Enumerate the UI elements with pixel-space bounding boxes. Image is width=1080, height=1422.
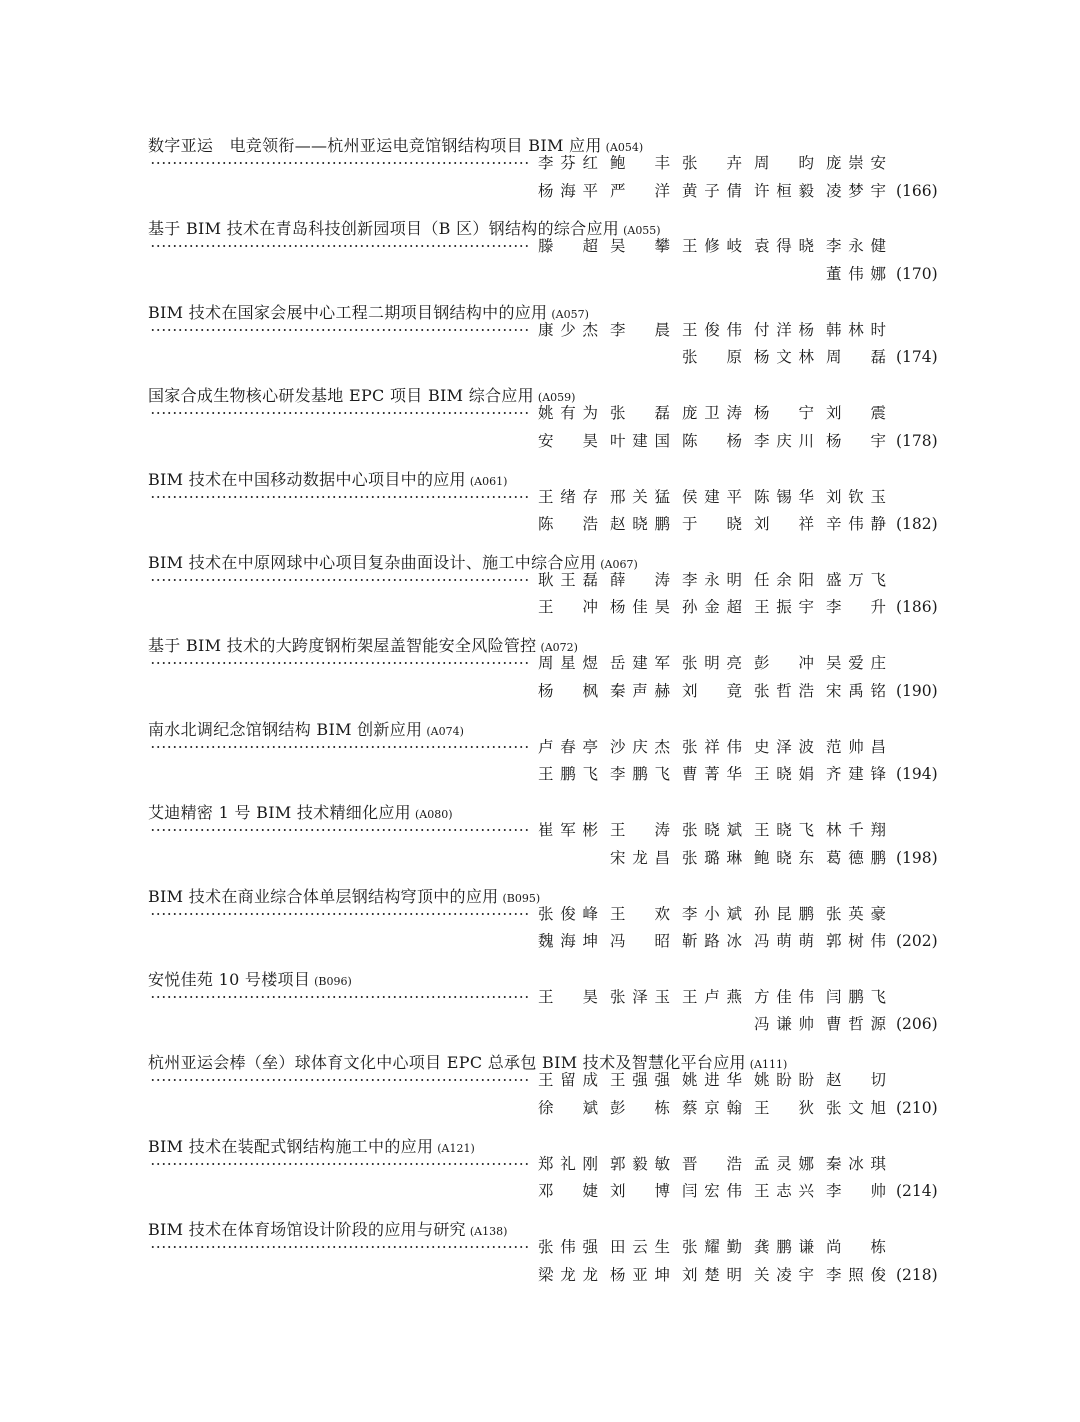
author-name: 刘楚明 [682, 1265, 742, 1284]
author-name: 彭 栋 [610, 1098, 670, 1117]
author-name: 王 狄 [754, 1098, 814, 1117]
entry-code: (A111) [749, 1058, 788, 1072]
author-name: 李芬红 [538, 154, 598, 172]
author-name: 严 洋 [610, 181, 670, 200]
author-name: 陈 浩 [538, 515, 598, 534]
toc-entry [148, 632, 948, 715]
author-name: 张晓斌 [682, 821, 742, 840]
author-name: 陈 杨 [682, 431, 742, 450]
author-name: 邓 婕 [538, 1182, 598, 1201]
author-name: 周星煜 [538, 654, 598, 673]
entry-title-line [148, 382, 575, 410]
author-name: 张 原 [682, 348, 742, 367]
author-name: 张耀勤 [682, 1238, 742, 1257]
author-name: 付洋杨 [754, 320, 814, 339]
dot-leader [150, 913, 528, 915]
author-name: 周 昀 [754, 154, 814, 172]
author-name: 葛德鹏 [826, 848, 886, 867]
entry-title: 数字亚运 电竞领衔——杭州亚运电竞馆钢结构项目 BIM 应用 [148, 136, 602, 155]
dot-leader [150, 829, 528, 831]
author-name: 彭 冲 [754, 654, 814, 673]
author-name: 郭毅敏 [610, 1154, 670, 1173]
entry-title: BIM 技术在装配式钢结构施工中的应用 [148, 1136, 434, 1156]
author-name: 曹哲源 [826, 1015, 886, 1034]
author-name: 冯萌萌 [754, 932, 814, 951]
author-name: 沙庆杰 [610, 737, 670, 756]
author-name: 王 冲 [538, 598, 598, 617]
author-name: 凌梦宇 [826, 181, 886, 200]
entry-title-line [148, 1216, 507, 1244]
toc-entry [148, 382, 948, 465]
toc-entry [148, 799, 948, 882]
author-name: 许桓毅 [754, 181, 814, 200]
toc-entry [148, 966, 948, 1049]
dot-leader [150, 1079, 528, 1081]
author-name: 姚进华 [682, 1071, 742, 1090]
author-name: 鲍晓东 [754, 848, 814, 867]
author-name: 张璐琳 [682, 848, 742, 867]
entry-title: 杭州亚运会棒（垒）球体育文化中心项目 EPC 总承包 BIM 技术及智慧化平台应用 [148, 1053, 746, 1073]
table-of-contents [148, 132, 948, 1299]
author-name: 徐 斌 [538, 1098, 598, 1117]
author-name: 周 磊 [826, 348, 886, 367]
author-name: 宋禹铭 [826, 681, 886, 700]
entry-code: (A057) [551, 307, 589, 321]
author-name: 康少杰 [538, 320, 598, 339]
author-name: 张文旭 [826, 1098, 886, 1117]
entry-title: 安悦佳苑 10 号楼项目 [148, 969, 311, 989]
page-number: (194) [896, 765, 938, 784]
author-name: 杨文林 [754, 348, 814, 367]
author-name: 鲍 丰 [610, 154, 670, 172]
author-name: 姚有为 [538, 404, 598, 423]
author-name: 杨 宇 [826, 431, 886, 450]
author-name: 冯谦帅 [754, 1015, 814, 1034]
toc-entry [148, 466, 948, 549]
entry-title: BIM 技术在商业综合体单层钢结构穹顶中的应用 [148, 886, 499, 906]
entry-code: (A061) [469, 474, 508, 488]
toc-entry [148, 299, 948, 382]
entry-code: (A080) [415, 808, 453, 822]
author-name: 王 欢 [610, 904, 670, 923]
dot-leader [150, 329, 528, 331]
author-name: 杨佳昊 [610, 598, 670, 617]
author-name: 魏海坤 [538, 932, 598, 951]
author-name: 杨 枫 [538, 681, 598, 700]
page-number: (218) [896, 1265, 938, 1284]
author-name: 吴爱庄 [826, 654, 886, 673]
author-name: 冯 昭 [610, 932, 670, 951]
entry-code: (B095) [502, 891, 541, 905]
author-name: 赵晓鹏 [610, 515, 670, 534]
toc-entry [148, 132, 948, 215]
author-name: 郑礼刚 [538, 1154, 598, 1173]
author-name: 秦冰琪 [826, 1154, 886, 1173]
author-name: 张哲浩 [754, 681, 814, 700]
author-name: 王强强 [610, 1071, 670, 1090]
author-name: 靳路冰 [682, 932, 742, 951]
page-number: (198) [896, 848, 938, 867]
author-name: 刘 博 [610, 1182, 670, 1201]
author-name: 李永健 [826, 237, 886, 256]
entry-code: (A067) [600, 557, 638, 571]
entry-code: (A121) [437, 1141, 475, 1155]
toc-entry [148, 1216, 948, 1299]
entry-title-line [148, 466, 507, 494]
dot-leader [150, 1163, 528, 1165]
author-name: 王振宇 [754, 598, 814, 617]
author-name: 张明亮 [682, 654, 742, 673]
author-name: 黄子倩 [682, 181, 742, 200]
author-name: 王留成 [538, 1071, 598, 1090]
author-name: 陈锡华 [754, 487, 814, 506]
entry-code: (B096) [314, 974, 352, 988]
entry-code: (A072) [540, 641, 578, 655]
author-name: 卢春亭 [538, 737, 598, 756]
entry-title: BIM 技术在体育场馆设计阶段的应用与研究 [148, 1220, 466, 1240]
author-name: 李 帅 [826, 1182, 886, 1201]
author-name: 林千翔 [826, 821, 886, 840]
author-name: 田云生 [610, 1238, 670, 1257]
author-name: 杨海平 [538, 181, 598, 200]
author-name: 韩林时 [826, 320, 886, 339]
author-name: 滕 超 [538, 237, 598, 256]
dot-leader [150, 746, 528, 748]
author-name: 李 晨 [610, 320, 670, 339]
page-number: (182) [896, 515, 938, 534]
entry-title: 基于 BIM 技术在青岛科技创新园项目（B 区）钢结构的综合应用 [148, 219, 620, 239]
author-name: 杨 宁 [754, 404, 814, 423]
dot-leader [150, 162, 528, 164]
toc-entry [148, 1133, 948, 1216]
author-name: 杨亚坤 [610, 1265, 670, 1284]
author-name: 王晓娟 [754, 765, 814, 784]
author-name: 刘 祥 [754, 515, 814, 534]
toc-entry [148, 883, 948, 966]
dot-leader [150, 412, 528, 414]
author-name: 范帅昌 [826, 737, 886, 756]
author-name: 赵 切 [826, 1071, 886, 1090]
author-name: 龚鹏谦 [754, 1238, 814, 1257]
author-name: 王鹏飞 [538, 765, 598, 784]
entry-title-line [148, 883, 540, 911]
entry-code: (A055) [623, 224, 661, 238]
author-name: 辛伟静 [826, 515, 886, 534]
author-name: 刘 震 [826, 404, 886, 423]
toc-entry [148, 716, 948, 799]
author-name: 孙金超 [682, 598, 742, 617]
author-name: 张 卉 [682, 154, 742, 172]
author-name: 李永明 [682, 570, 742, 589]
author-name: 王俊伟 [682, 320, 742, 339]
dot-leader [150, 579, 528, 581]
author-name: 王志兴 [754, 1182, 814, 1201]
author-name: 叶建国 [610, 431, 670, 450]
entry-code: (A059) [537, 391, 576, 405]
author-name: 董伟娜 [826, 264, 886, 283]
author-name: 梁龙龙 [538, 1265, 598, 1284]
entry-title: 南水北调纪念馆钢结构 BIM 创新应用 [148, 719, 423, 739]
author-name: 李庆川 [754, 431, 814, 450]
author-name: 庞崇安 [826, 154, 886, 172]
author-name: 闫鹏飞 [826, 987, 886, 1006]
author-name: 庞卫涛 [682, 404, 742, 423]
author-name: 刘 竟 [682, 681, 742, 700]
author-name: 盛万飞 [826, 570, 886, 589]
entry-code: (A054) [605, 141, 644, 154]
entry-title: BIM 技术在国家会展中心工程二期项目钢结构中的应用 [148, 302, 548, 322]
author-name: 袁得晓 [754, 237, 814, 256]
author-name: 孙昆鹏 [754, 904, 814, 923]
entry-title: 艾迪精密 1 号 BIM 技术精细化应用 [148, 803, 411, 823]
author-name: 张英豪 [826, 904, 886, 923]
toc-entry [148, 549, 948, 632]
page-number: (214) [896, 1182, 938, 1201]
author-name: 王 昊 [538, 987, 598, 1006]
entry-title-line [148, 966, 352, 994]
author-name: 齐建锋 [826, 765, 886, 784]
toc-entry [148, 215, 948, 298]
entry-title-line [148, 1133, 475, 1161]
entry-title-line [148, 799, 453, 827]
entry-title: 国家合成生物核心研发基地 EPC 项目 BIM 综合应用 [148, 386, 534, 406]
dot-leader [150, 996, 528, 998]
dot-leader [150, 662, 528, 664]
author-name: 李 升 [826, 598, 886, 617]
page-number: (206) [896, 1015, 938, 1034]
author-name: 李鹏飞 [610, 765, 670, 784]
author-name: 张伟强 [538, 1238, 598, 1257]
author-name: 尚 栋 [826, 1238, 886, 1257]
author-name: 侯建平 [682, 487, 742, 506]
author-name: 于 晓 [682, 515, 742, 534]
author-name: 关凌宇 [754, 1265, 814, 1284]
page-number: (190) [896, 681, 938, 700]
author-name: 张俊峰 [538, 904, 598, 923]
dot-leader [150, 1246, 528, 1248]
author-name: 崔军彬 [538, 821, 598, 840]
page-number: (174) [896, 348, 938, 367]
author-name: 郭树伟 [826, 932, 886, 951]
author-name: 刘钦玉 [826, 487, 886, 506]
author-name: 任余阳 [754, 570, 814, 589]
author-name: 姚盼盼 [754, 1071, 814, 1090]
author-name: 曹菁华 [682, 765, 742, 784]
author-name: 王绪存 [538, 487, 598, 506]
author-name: 晋 浩 [682, 1154, 742, 1173]
author-name: 邢关猛 [610, 487, 670, 506]
entry-title: BIM 技术在中国移动数据中心项目中的应用 [148, 469, 466, 489]
author-name: 安 昊 [538, 431, 598, 450]
author-name: 张泽玉 [610, 987, 670, 1006]
author-name: 李照俊 [826, 1265, 886, 1284]
page-number: (166) [896, 181, 938, 200]
author-name: 吴 攀 [610, 237, 670, 256]
author-name: 王修岐 [682, 237, 742, 256]
page-number: (202) [896, 932, 938, 951]
author-name: 王卢燕 [682, 987, 742, 1006]
author-name: 岳建军 [610, 654, 670, 673]
dot-leader [150, 496, 528, 498]
author-name: 闫宏伟 [682, 1182, 742, 1201]
page-number: (178) [896, 431, 938, 450]
page-number: (186) [896, 598, 938, 617]
author-name: 宋龙昌 [610, 848, 670, 867]
entry-title-line [148, 299, 589, 327]
page-number: (170) [896, 264, 938, 283]
entry-code: (A138) [469, 1225, 508, 1239]
author-name: 史泽波 [754, 737, 814, 756]
dot-leader [150, 245, 528, 247]
author-name: 孟灵娜 [754, 1154, 814, 1173]
author-name: 薛 涛 [610, 570, 670, 589]
author-name: 李小斌 [682, 904, 742, 923]
author-name: 耿王磊 [538, 570, 598, 589]
entry-title: BIM 技术在中原网球中心项目复杂曲面设计、施工中综合应用 [148, 552, 597, 572]
entry-title: 基于 BIM 技术的大跨度钢桁架屋盖智能安全风险管控 [148, 636, 537, 656]
author-name: 张 磊 [610, 404, 670, 423]
author-name: 秦声赫 [610, 681, 670, 700]
page-number: (210) [896, 1098, 938, 1117]
author-name: 张祥伟 [682, 737, 742, 756]
author-name: 王晓飞 [754, 821, 814, 840]
entry-code: (A074) [426, 724, 464, 738]
author-name: 蔡京翰 [682, 1098, 742, 1117]
author-name: 方佳伟 [754, 987, 814, 1006]
entry-title-line [148, 632, 578, 660]
toc-entry [148, 1049, 948, 1132]
entry-title-line [148, 716, 464, 744]
author-name: 王 涛 [610, 821, 670, 840]
